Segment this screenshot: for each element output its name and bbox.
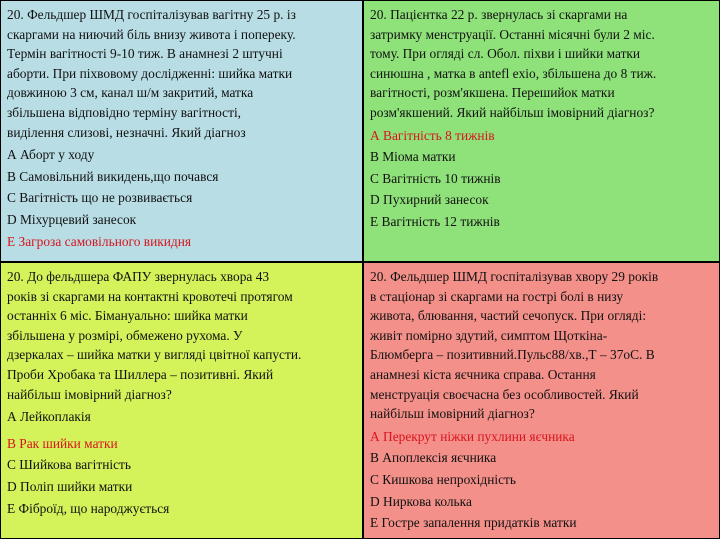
question-card-4 [363, 262, 720, 539]
option-d: D Пухирний занесок [370, 192, 489, 208]
option-b: В Міома матки [370, 149, 456, 165]
question-text: 20. Фельдшер ШМД госпіталізував вагітну 25 р. із скаргами на ниючий біль внизу живота і попереку. Термін вагітності 9-10 тиж. В анамнезі 2 штучні аборти. При піхвовому дослідженні: шийка матки довжиною 3 см, канал ш/м закритий, матка збільшена відповідно терміну вагітності, виділення слизові, незначні. Який діагноз [7, 7, 296, 140]
option-e: Е Гостре запалення придатків матки [370, 515, 577, 531]
option-d: D Ниркова колька [370, 493, 472, 509]
option-c: С Вагітність що не розвивається [7, 190, 193, 206]
option-a-correct: А Перекрут ніжки пухлини яєчника [370, 428, 575, 444]
option-d: D Міхурцевий занесок [7, 211, 137, 227]
option-d: D Поліп шийки матки [7, 478, 133, 494]
question-card-1 [0, 0, 363, 262]
option-e: Е Фіброїд, що народжується [7, 500, 170, 516]
question-text: 20. Пацієнтка 22 р. звернулась зі скаргами на затримку менструації. Останні місячні були 2 міс. тому. При огляді сл. Обол. піхви і шийки матки синюшна , матка в antefl exio, збільшена до 8 тиж. вагітності, розм'якшена. Перешийок матки розм'якшений. Який найбільш імовірний діагноз? [370, 7, 657, 120]
option-c: С Кишкова непрохідність [370, 471, 516, 487]
question-text: 20. Фельдшер ШМД госпіталізував хвору 29 років в стаціонар зі скаргами на гострі болі в низу живота, блювання, частий сечопуск. При огляді: живіт помірно здутий, симптом Щоткіна- Блюмберга – позитивний.Пульс88/хв.,Т – 37оС. В анамнезі кіста яєчника справа. Остання менструація своєчасна без особливостей. Який найбільш імовірний діагноз? [370, 269, 659, 422]
option-a-correct: А Вагітність 8 тижнів [370, 127, 495, 143]
option-c: С Вагітність 10 тижнів [370, 170, 501, 186]
question-text: 20. До фельдшера ФАПУ звернулась хвора 43 років зі скаргами на контактні кровотечі протягом останніх 6 міс. Бімануально: шийка матки збільшена у розмірі, обмежено рухома. У дзеркалах – шийка матки у вигляді цвітної капусти. Проби Хробака та Шиллера – позитивні. Який найбільш імовірний діагноз? [7, 269, 302, 402]
option-c: С Шийкова вагітність [7, 457, 132, 473]
option-b: В Самовільний викидень,що почався [7, 168, 219, 184]
question-card-3 [0, 262, 363, 539]
option-b: В Апоплексія яєчника [370, 450, 497, 466]
option-e: Е Вагітність 12 тижнів [370, 213, 500, 229]
question-card-2 [363, 0, 720, 262]
option-a: А Лейкоплакія [7, 409, 91, 425]
option-e-correct: Е Загроза самовільного викидня [7, 233, 192, 249]
option-b-correct: В Рак шийки матки [7, 435, 118, 451]
option-a: А Аборт у ходу [7, 147, 95, 163]
